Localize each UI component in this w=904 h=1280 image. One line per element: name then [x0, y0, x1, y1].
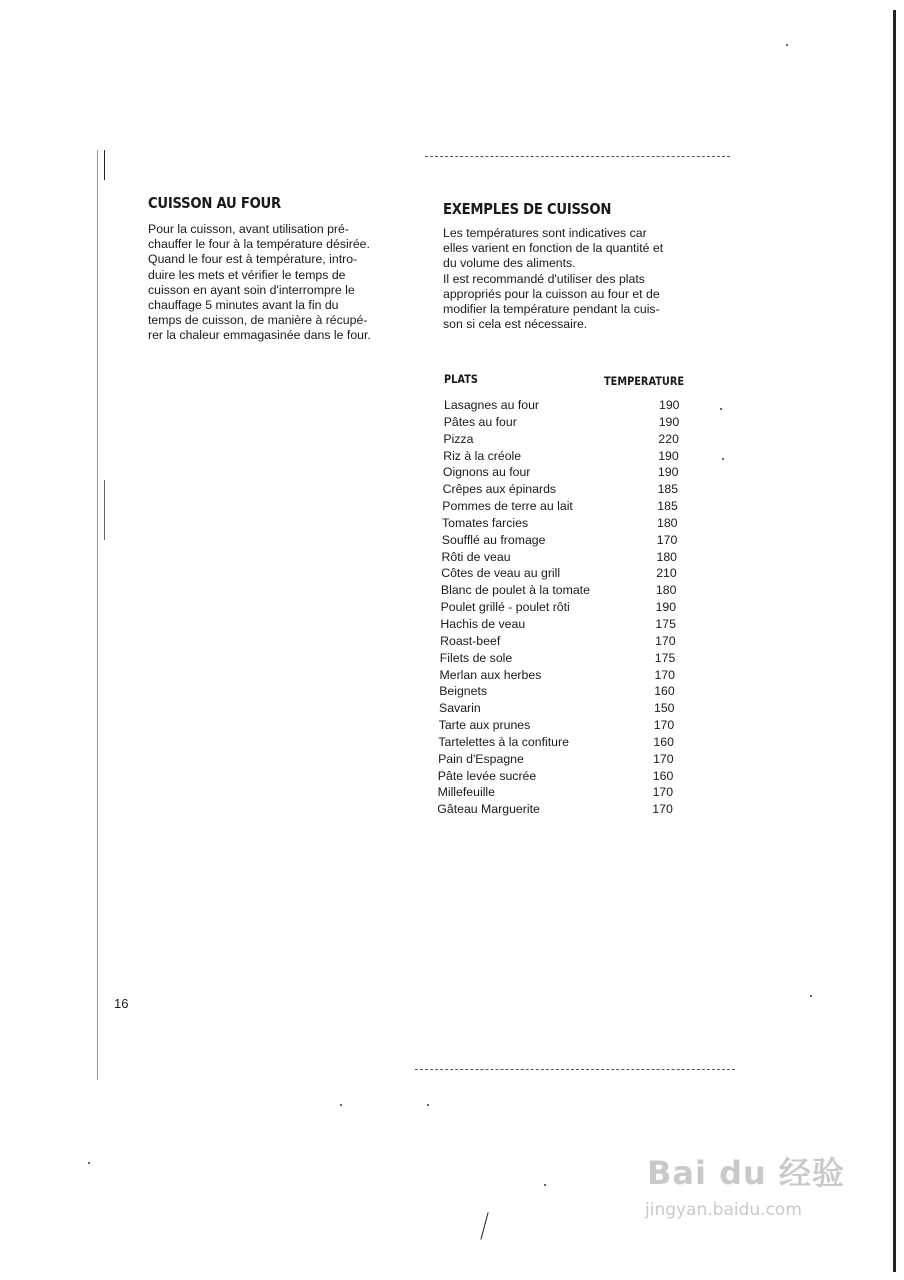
speck	[427, 1104, 429, 1106]
exemples-de-cuisson-text	[443, 226, 699, 332]
text-line: temps de cuisson, de manière à récupé-	[148, 313, 368, 328]
dish-name: Roast-beef	[440, 633, 501, 648]
table-row	[438, 768, 688, 785]
cuisson-au-four-title: CUISSON AU FOUR	[148, 194, 281, 212]
speck	[544, 1184, 546, 1186]
dish-name: Pizza	[443, 431, 474, 446]
text-line: rer la chaleur emmagasinée dans le four.	[148, 328, 371, 343]
table-row	[439, 700, 689, 717]
table-row	[444, 414, 694, 431]
scan-border-right	[893, 10, 896, 1272]
dish-name: Millefeuille	[437, 785, 496, 800]
dish-name: Riz à la créole	[443, 448, 522, 463]
text-line: Pour la cuisson, avant utilisation pré-	[148, 222, 349, 236]
dish-name: Filets de sole	[439, 650, 513, 665]
scan-dashed-rule-top	[425, 156, 730, 158]
dish-name: Blanc de poulet à la tomate	[440, 583, 590, 598]
table-header-temperature: TEMPERATURE	[604, 374, 685, 388]
watermark-url: jingyan.baidu.com	[645, 1200, 802, 1220]
table-header-plats: PLATS	[444, 372, 478, 386]
cuisson-au-four-text	[148, 222, 398, 344]
text-line: duire les mets et vérifier le temps de	[148, 267, 346, 282]
speck	[722, 458, 724, 460]
dish-name: Tomates farcies	[442, 515, 529, 530]
speck	[810, 995, 812, 997]
watermark-brand: Bai du 经验	[647, 1154, 845, 1192]
dish-name: Pain d'Espagne	[438, 751, 524, 766]
dish-temperature: 175	[655, 616, 676, 631]
cooking-table	[436, 397, 686, 818]
table-row	[440, 667, 690, 684]
text-line: Les températures sont indicatives car	[443, 226, 647, 240]
dish-temperature: 190	[659, 398, 680, 412]
dish-temperature: 170	[656, 532, 678, 547]
exemples-de-cuisson-title: EXEMPLES DE CUISSON	[443, 200, 612, 218]
dish-temperature: 150	[654, 701, 675, 716]
dish-temperature: 185	[657, 482, 679, 497]
table-row	[439, 683, 689, 700]
dish-temperature: 180	[657, 515, 678, 530]
dish-temperature: 170	[652, 802, 673, 817]
table-row	[441, 599, 691, 616]
table-row	[442, 498, 692, 515]
dish-name: Tarte aux prunes	[438, 718, 531, 733]
text-line: Il est recommandé d'utiliser des plats	[443, 271, 645, 286]
dish-temperature: 190	[657, 465, 679, 480]
dish-temperature: 170	[653, 718, 675, 733]
table-row	[443, 448, 693, 465]
table-row	[442, 549, 692, 566]
dish-name: Pâte levée sucrée	[437, 768, 537, 783]
text-line: Quand le four est à température, intro-	[148, 252, 358, 267]
dish-temperature: 190	[658, 448, 679, 463]
dish-name: Lasagnes au four	[444, 398, 540, 412]
scan-dashed-rule-bottom	[415, 1069, 735, 1071]
speck	[88, 1162, 90, 1164]
page-number: 16	[114, 996, 129, 1011]
table-row	[442, 515, 692, 532]
table-row	[437, 801, 687, 818]
dish-temperature: 185	[657, 499, 678, 514]
text-line: du volume des aliments.	[443, 256, 576, 271]
text-line: son si cela est nécessaire.	[443, 317, 588, 332]
scan-margin-line-3	[104, 480, 105, 540]
table-row	[443, 464, 693, 481]
scan-margin-line-2	[104, 150, 105, 180]
table-row	[444, 397, 694, 414]
dish-temperature: 160	[652, 768, 674, 783]
dish-temperature: 180	[656, 549, 678, 564]
dish-temperature: 190	[655, 600, 677, 615]
dish-name: Poulet grillé - poulet rôti	[440, 600, 570, 615]
table-row	[443, 431, 693, 448]
dish-name: Rôti de veau	[441, 549, 511, 564]
text-line: elles varient en fonction de la quantité et	[443, 241, 664, 256]
baidu-watermark	[645, 1148, 865, 1248]
dish-name: Côtes de veau au grill	[441, 566, 561, 581]
dish-temperature: 175	[654, 650, 676, 665]
dish-temperature: 170	[654, 667, 676, 682]
speck	[786, 44, 788, 46]
dish-name: Oignons au four	[442, 465, 531, 480]
speck	[340, 1104, 342, 1106]
dish-name: Beignets	[439, 684, 488, 699]
dish-name: Pommes de terre au lait	[442, 499, 573, 514]
speck	[720, 408, 722, 410]
table-row	[440, 616, 690, 633]
text-line: modifier la température pendant la cuis-	[443, 302, 660, 317]
dish-temperature: 170	[652, 785, 674, 800]
dish-temperature: 190	[658, 414, 680, 429]
text-line: chauffage 5 minutes avant la fin du	[148, 298, 339, 313]
dish-temperature: 180	[655, 583, 677, 598]
text-line: chauffer le four à la température désirée.	[148, 237, 370, 252]
table-row	[440, 633, 690, 650]
scan-margin-line	[97, 150, 98, 1080]
table-row	[441, 582, 691, 599]
table-row	[438, 751, 688, 768]
dish-name: Hachis de veau	[440, 616, 526, 631]
table-row	[442, 532, 692, 549]
table-row	[438, 734, 688, 751]
dish-name: Soufflé au fromage	[441, 532, 546, 547]
dish-temperature: 210	[656, 566, 677, 581]
text-line: appropriés pour la cuisson au four et de	[443, 286, 660, 301]
dish-name: Savarin	[439, 701, 481, 716]
table-row	[441, 565, 691, 582]
dish-name: Crêpes aux épinards	[442, 482, 557, 497]
dish-temperature: 160	[654, 684, 675, 699]
dish-name: Gâteau Marguerite	[437, 802, 540, 817]
table-row	[443, 481, 693, 498]
text-line: cuisson en ayant soin d'interrompre le	[148, 282, 355, 297]
scan-stroke	[480, 1212, 488, 1239]
table-row	[439, 717, 689, 734]
table-row	[440, 650, 690, 667]
dish-temperature: 160	[653, 734, 674, 749]
dish-temperature: 170	[655, 633, 676, 648]
dish-name: Pâtes au four	[443, 414, 517, 429]
dish-temperature: 220	[658, 431, 679, 446]
dish-name: Merlan aux herbes	[439, 667, 542, 682]
dish-temperature: 170	[653, 751, 674, 766]
table-row	[438, 784, 688, 801]
dish-name: Tartelettes à la confiture	[438, 734, 569, 749]
